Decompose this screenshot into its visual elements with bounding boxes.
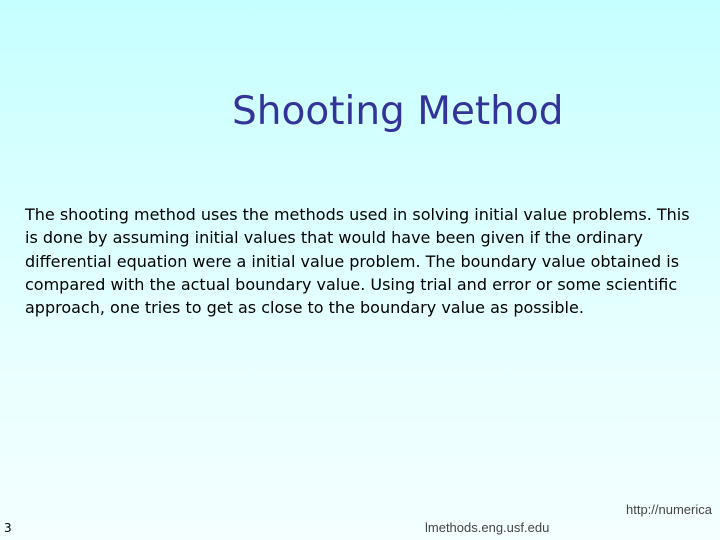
- slide-body-text: The shooting method uses the methods used in solving initial value problems. This is done by assuming initial values that would have been given if the ordinary differential equation were a initial value problem. The boundary value obtained is compared with the actual boundary value. Using trial and error or some scientific approach, one tries to get as close to the boundary value as possible.: [25, 205, 690, 318]
- footer-url-line1: http://numerica: [626, 502, 712, 517]
- slide-title: Shooting Method: [232, 89, 564, 134]
- slide-number: 3: [4, 521, 12, 535]
- footer-url-line2: lmethods.eng.usf.edu: [425, 520, 550, 535]
